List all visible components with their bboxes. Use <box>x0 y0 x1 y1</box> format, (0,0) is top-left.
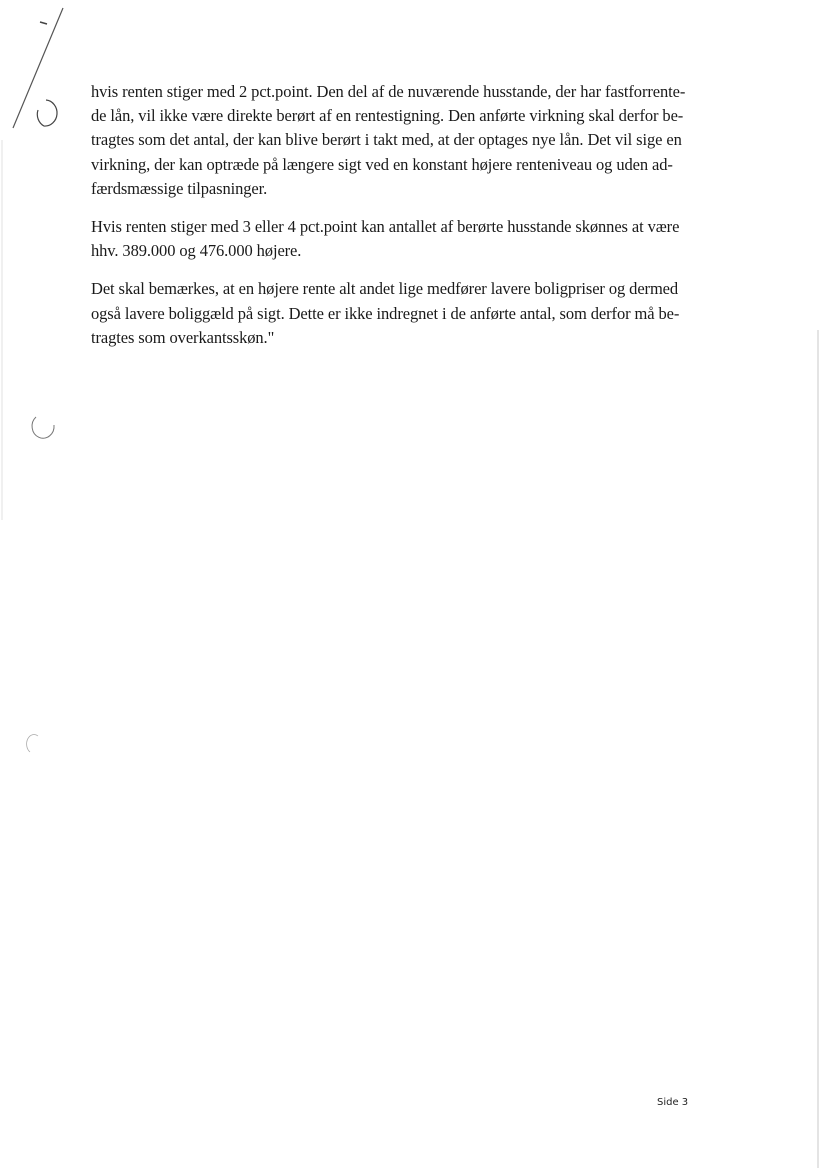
pen-stroke-mark <box>13 8 63 128</box>
body-text <box>91 80 693 364</box>
punch-hole-top <box>37 100 57 126</box>
text-line: Hvis renten stiger med 3 eller 4 pct.point kan antallet af berørte husstande skønnes at være <box>91 217 680 237</box>
paragraph-1 <box>91 80 693 201</box>
text-line: også lavere boliggæld på sigt. Dette er ikke indregnet i de anførte antal, som derfor må be- <box>91 303 680 323</box>
paragraph-3 <box>91 277 693 350</box>
text-line: færdsmæssige tilpasninger. <box>91 178 268 198</box>
punch-hole-bottom <box>27 734 38 752</box>
punch-hole-middle <box>32 417 54 438</box>
text-line: tragtes som overkantsskøn." <box>91 327 275 347</box>
dash-mark <box>40 22 47 24</box>
text-line: Det skal bemærkes, at en højere rente alt andet lige medfører lavere boligpriser og dermed <box>91 279 679 299</box>
text-line: virkning, der kan optræde på længere sigt ved en konstant højere renteniveau og uden ad- <box>91 154 673 174</box>
page-number: Side 3 <box>657 1097 689 1108</box>
text-line: hvis renten stiger med 2 pct.point. Den del af de nuværende husstande, der har fastforrente- <box>91 82 686 101</box>
text-line: hhv. 389.000 og 476.000 højere. <box>91 241 302 261</box>
paragraph-2 <box>91 215 693 263</box>
text-line: tragtes som det antal, der kan blive berørt i takt med, at der optages nye lån. Det vil sige en <box>91 130 682 150</box>
text-line: de lån, vil ikke være direkte berørt af en rentestigning. Den anførte virkning skal derfor be- <box>91 106 684 126</box>
